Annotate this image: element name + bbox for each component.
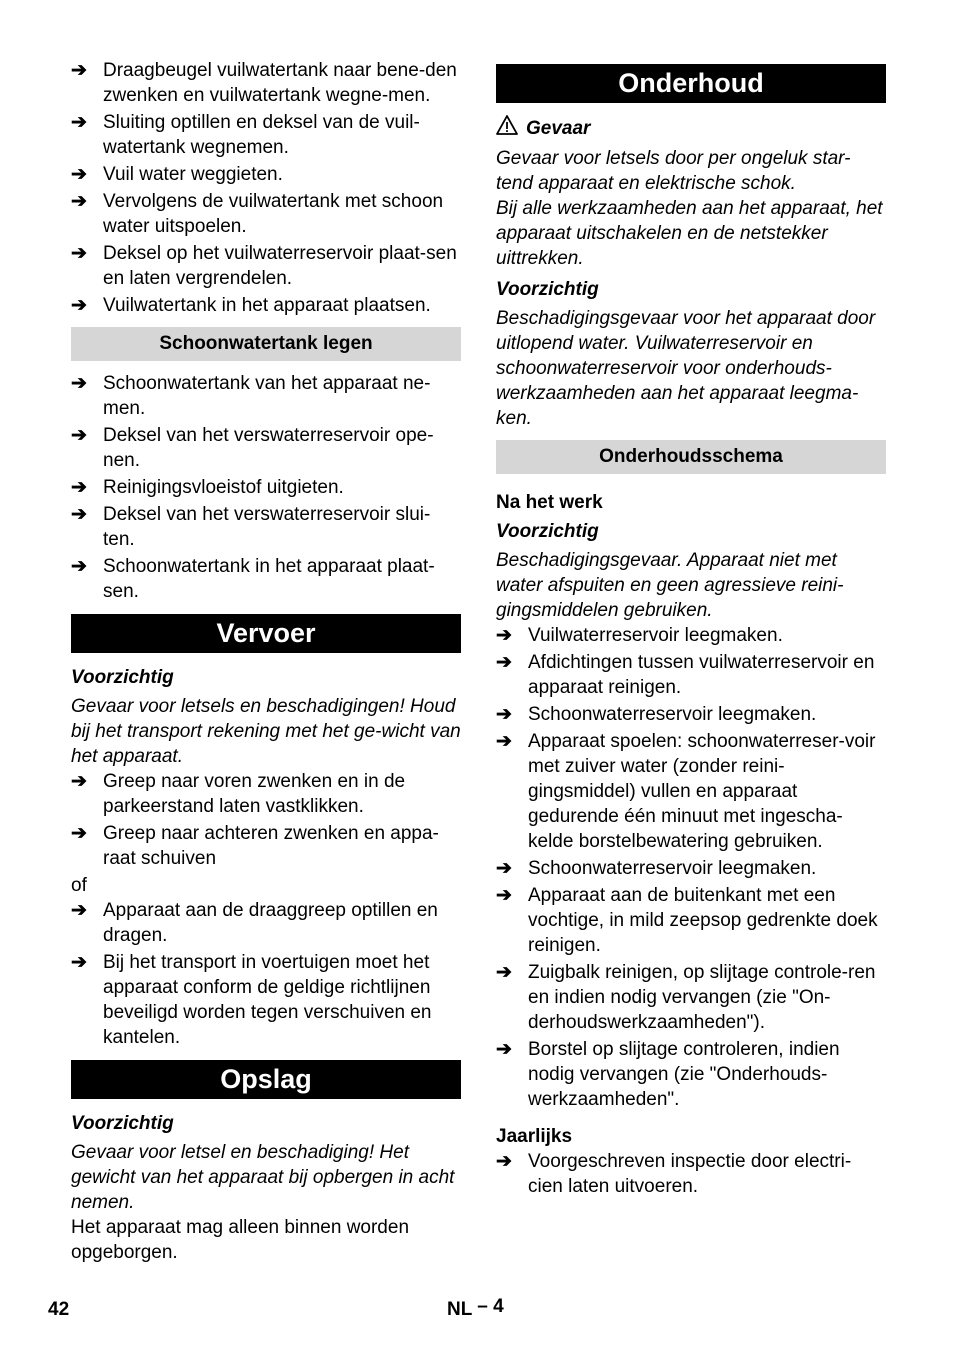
section-page: – 4 xyxy=(477,1296,504,1317)
caution-label: Voorzichtig xyxy=(496,279,599,300)
bullet-text: Deksel op het vuilwaterreservoir plaat-sen en laten vergrendelen. xyxy=(103,243,457,289)
arrow-right-icon: ➔ xyxy=(71,900,87,921)
arrow-right-icon: ➔ xyxy=(496,625,512,646)
bullet-text: Sluiting optillen en deksel van de vuil-watertank wegnemen. xyxy=(103,112,420,158)
bullet-text: Schoonwaterreservoir leegmaken. xyxy=(528,704,817,725)
body-text: Het apparaat mag alleen binnen worden opgeborgen. xyxy=(71,1217,410,1263)
list-item xyxy=(71,475,461,500)
arrow-right-icon: ➔ xyxy=(71,112,87,133)
list-item xyxy=(71,58,461,108)
bullet-text: Schoonwaterreservoir leegmaken. xyxy=(528,858,817,879)
arrow-right-icon: ➔ xyxy=(71,373,87,394)
list-item xyxy=(71,950,461,1050)
caution-text: Beschadigingsgevaar. Apparaat niet met water afspuiten en geen agressieve reini-gingsmiddelen gebruiken. xyxy=(496,550,844,621)
language-code: NL xyxy=(447,1299,472,1320)
caution-label: Voorzichtig xyxy=(71,667,174,688)
bullet-text: Vuil water weggieten. xyxy=(103,164,283,185)
yearly-bullet-list xyxy=(496,1149,886,1199)
arrow-right-icon: ➔ xyxy=(496,858,512,879)
caution-label: Voorzichtig xyxy=(496,521,599,542)
list-item xyxy=(71,189,461,239)
danger-text: Bij alle werkzaamheden aan het apparaat, het apparaat uitschakelen en de netstekker uittrekken. xyxy=(496,198,883,269)
arrow-right-icon: ➔ xyxy=(496,962,512,983)
arrow-right-icon: ➔ xyxy=(496,885,512,906)
list-item xyxy=(71,371,461,421)
arrow-right-icon: ➔ xyxy=(496,731,512,752)
list-item xyxy=(496,650,886,700)
arrow-right-icon: ➔ xyxy=(71,60,87,81)
arrow-right-icon: ➔ xyxy=(71,771,87,792)
arrow-right-icon: ➔ xyxy=(71,504,87,525)
arrow-right-icon: ➔ xyxy=(496,704,512,725)
bullet-text: Apparaat aan de buitenkant met een vochtige, in mild zeepsop gedrenkte doek reinigen. xyxy=(528,885,878,956)
list-item xyxy=(496,623,886,648)
warning-triangle-icon xyxy=(496,115,526,142)
bullet-text: Greep naar achteren zwenken en appa-raat schuiven xyxy=(103,823,439,869)
caution-text: Beschadigingsgevaar voor het apparaat door uitlopend water. Vuilwaterreservoir en schoonwaterreservoir voor onderhouds-werkzaamheden aan het apparaat leegma-ken. xyxy=(496,308,876,429)
list-item xyxy=(496,702,886,727)
list-item xyxy=(71,898,461,948)
vervoer-bullet-list-a xyxy=(71,769,461,871)
bullet-text: Zuigbalk reinigen, op slijtage controle-ren en indien nodig vervangen (zie "On-derhoudswerkzaamheden"). xyxy=(528,962,876,1033)
caution-text: Gevaar voor letsel en beschadiging! Het gewicht van het apparaat bij opbergen in acht nemen. xyxy=(71,1142,455,1213)
bullet-text: Borstel op slijtage controleren, indien nodig vervangen (zie "Onderhouds-werkzaamheden". xyxy=(528,1039,840,1110)
bullet-text: Schoonwatertank van het apparaat ne-men. xyxy=(103,373,431,419)
page-number: 42 xyxy=(48,1299,70,1320)
arrow-right-icon: ➔ xyxy=(71,477,87,498)
section-heading-schoonwatertank: Schoonwatertank legen xyxy=(71,327,461,361)
arrow-right-icon: ➔ xyxy=(71,243,87,264)
section-heading-vervoer: Vervoer xyxy=(71,614,461,653)
bullet-text: Draagbeugel vuilwatertank naar bene-den zwenken en vuilwatertank wegne-men. xyxy=(103,60,457,106)
bullet-text: Vervolgens de vuilwatertank met schoon water uitspoelen. xyxy=(103,191,444,237)
arrow-right-icon: ➔ xyxy=(71,823,87,844)
bullet-text: Apparaat aan de draaggreep optillen en dragen. xyxy=(103,900,438,946)
arrow-right-icon: ➔ xyxy=(496,1151,512,1172)
list-item xyxy=(496,1037,886,1112)
danger-text: Gevaar voor letsels door per ongeluk star-tend apparaat en elektrische schok. xyxy=(496,148,851,194)
after-work-label: Na het werk xyxy=(496,492,603,513)
bullet-text: Schoonwatertank in het apparaat plaat-sen. xyxy=(103,556,435,602)
section-heading-onderhoud: Onderhoud xyxy=(496,64,886,103)
intro-bullet-list xyxy=(71,58,461,318)
arrow-right-icon: ➔ xyxy=(71,556,87,577)
danger-label-row xyxy=(496,115,886,142)
bullet-text: Reinigingsvloeistof uitgieten. xyxy=(103,477,344,498)
or-text: of xyxy=(71,875,87,896)
list-item xyxy=(496,856,886,881)
arrow-right-icon: ➔ xyxy=(71,425,87,446)
list-item xyxy=(496,883,886,958)
bullet-text: Greep naar voren zwenken en in de parkeerstand laten vastklikken. xyxy=(103,771,406,817)
yearly-label: Jaarlijks xyxy=(496,1126,573,1147)
bullet-text: Afdichtingen tussen vuilwaterreservoir en apparaat reinigen. xyxy=(528,652,875,698)
list-item xyxy=(71,769,461,819)
list-item xyxy=(71,293,461,318)
left-column xyxy=(71,58,461,1265)
right-column xyxy=(496,64,886,1201)
list-item xyxy=(496,1149,886,1199)
bullet-text: Voorgeschreven inspectie door electri-cien laten uitvoeren. xyxy=(528,1151,852,1197)
list-item xyxy=(71,423,461,473)
list-item xyxy=(71,110,461,160)
arrow-right-icon: ➔ xyxy=(71,952,87,973)
bullet-text: Bij het transport in voertuigen moet het apparaat conform de geldige richtlijnen beveiligd worden tegen verschuiven en kantelen. xyxy=(103,952,432,1048)
list-item xyxy=(71,554,461,604)
bullet-text: Vuilwatertank in het apparaat plaatsen. xyxy=(103,295,431,316)
danger-label: Gevaar xyxy=(526,118,591,139)
arrow-right-icon: ➔ xyxy=(71,295,87,316)
arrow-right-icon: ➔ xyxy=(71,164,87,185)
schema-bullet-list xyxy=(496,623,886,1112)
caution-text: Gevaar voor letsels en beschadigingen! Houd bij het transport rekening met het ge-wicht van het apparaat. xyxy=(71,696,461,767)
list-item xyxy=(71,162,461,187)
bullet-text: Vuilwaterreservoir leegmaken. xyxy=(528,625,783,646)
section-heading-opslag: Opslag xyxy=(71,1060,461,1099)
bullet-text: Deksel van het verswaterreservoir slui-ten. xyxy=(103,504,431,550)
bullet-text: Deksel van het verswaterreservoir ope-nen. xyxy=(103,425,434,471)
arrow-right-icon: ➔ xyxy=(496,652,512,673)
arrow-right-icon: ➔ xyxy=(496,1039,512,1060)
section-heading-onderhoudsschema: Onderhoudsschema xyxy=(496,440,886,474)
list-item xyxy=(71,502,461,552)
list-item xyxy=(71,821,461,871)
caution-label: Voorzichtig xyxy=(71,1113,174,1134)
vervoer-bullet-list-b xyxy=(71,898,461,1050)
arrow-right-icon: ➔ xyxy=(71,191,87,212)
bullet-text: Apparaat spoelen: schoonwaterreser-voir met zuiver water (zonder reini-gingsmiddel) vullen en apparaat gedurende één minuut met ingescha-kelde borstelbewatering gebruiken. xyxy=(528,731,876,852)
list-item xyxy=(71,241,461,291)
footer-page-ref xyxy=(447,1297,504,1322)
schoonwater-bullet-list xyxy=(71,371,461,604)
list-item xyxy=(496,960,886,1035)
list-item xyxy=(496,729,886,854)
